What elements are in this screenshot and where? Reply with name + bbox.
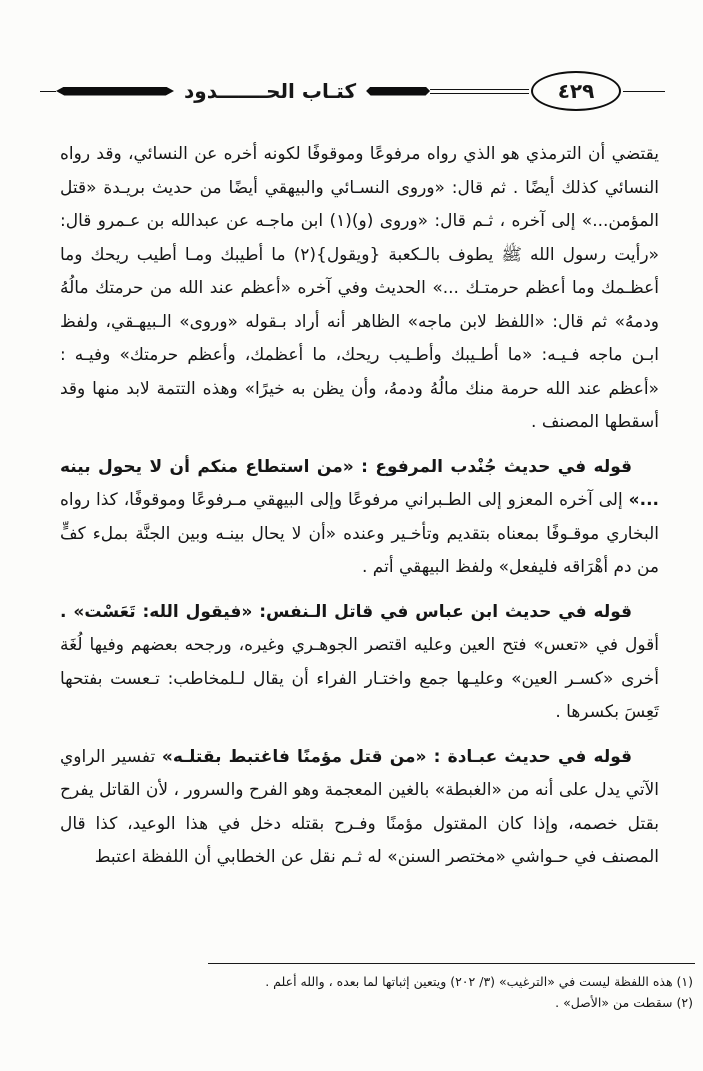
body-text — [0, 138, 703, 886]
header-rule-far-left — [40, 91, 56, 92]
paragraph-lead: قوله في حديث ابن عباس في قاتل الـنفس: «فيقول الله: تَعَسْت» . — [60, 601, 632, 622]
paragraph — [60, 451, 659, 585]
footnote-separator — [208, 963, 695, 964]
paragraph-lead: قوله في حديث عبـادة : «من قتل مؤمنًا فاغتبط بقتلـه» — [161, 746, 632, 767]
paragraph-lead: قوله في حديث جُنْدب المرفوع : «من استطاع منكم أن لا يحول بينه ...» — [60, 456, 659, 510]
footnotes-section — [0, 963, 703, 1071]
book-title: كتـاب الحـــــــدود — [184, 79, 357, 103]
paragraph-text: تفسير الراوي الآتي يدل على أنه من «الغبطة» بالغين المعجمة وهو الفرح والسرور ، لأن القاتل يفرح بقتل خصمه، وإذا كان المقتول مؤمنًا وفـرح بقتله دخل في هذا الوعيد، كذا قال المصنف في حـواشي «مختصر السنن» له ثـم نقل عن الخطابي أن اللفظة اعتبط — [60, 746, 659, 867]
paragraph-text: إلى آخره المعزو إلى الطـبراني مرفوعًا وإلى البيهقي مـرفوعًا وموقوفًا، كذا رواه البخاري موقـوفًا بمعناه بتقديم وتأخـير وعنده «أن لا يحال بينـه وبين الجنَّة بملء كفٍّ من دم أهْرَاقه فليفعل» ولفظ البيهقي أتم . — [60, 490, 659, 577]
header-ornament-bar-left — [56, 87, 174, 96]
page-number-badge — [531, 71, 621, 111]
header-ornament-bar-right — [366, 87, 430, 96]
paragraph-text: أقول في «تعس» فتح العين وعليه اقتصر الجوهـري وغيره، ورجحه بعضهم وفيها لُغَة أخرى «كسـر العين» وعليـها جمع واختـار الفراء أن يقال لـلمخاطب: تـعست بفتحها تَعِسَ بكسرها . — [60, 635, 659, 722]
paragraph — [60, 138, 659, 440]
paragraph — [60, 596, 659, 730]
header-rule-middle — [430, 89, 529, 94]
paragraph — [60, 741, 659, 875]
page-number: ٤٢٩ — [557, 79, 595, 103]
footnote-2: (٢) سقطت من «الأصل» . — [555, 995, 693, 1010]
page-header — [40, 70, 665, 112]
paragraph-text: يقتضي أن الترمذي هو الذي رواه مرفوعًا وموقوفًا لكونه أخره عن النسائي، وقد رواه النسائي كذلك أيضًا . ثم قال: «وروى النسـائي والبيهقي أيضًا من حديث بريـدة «قتل المؤمن...» إلى آخره ، ثـم قال: «وروى (و)(١) ابن ماجـه عن عبدالله بن عـمرو قال: «رأيت رسول الله ﷺ يطوف بالـكعبة {ويقول}(٢) ما أطيبك ومـا أطيب ريحك وما أعظـمك وما أعظم حرمتـك ...» الحديث وفي آخره «أعظم عند الله من حرمتك مالُهُ ودمهُ» ثم قال: «اللفظ لابن ماجه» الظاهر أنه أراد بـقوله «وروى» الـبيهـقي، ولفظ ابـن ماجه فـيـه: «ما أطـيبك وأطـيب ريحك، ما أعظمك، وأعظم حرمتك» وفيـه : «أعظم عند الله حرمة منك مالُهُ ودمهُ، وأن يظن به خيرًا» وهذه التتمة لابد منها وقد أسقطها المصنف . — [60, 144, 659, 432]
header-rule-right — [623, 91, 665, 92]
footnote-1: (١) هذه اللفظة ليست في «الترغيب» (٣/ ٢٠٢) ويتعين إثباتها لما بعده ، والله أعلم . — [265, 974, 693, 989]
